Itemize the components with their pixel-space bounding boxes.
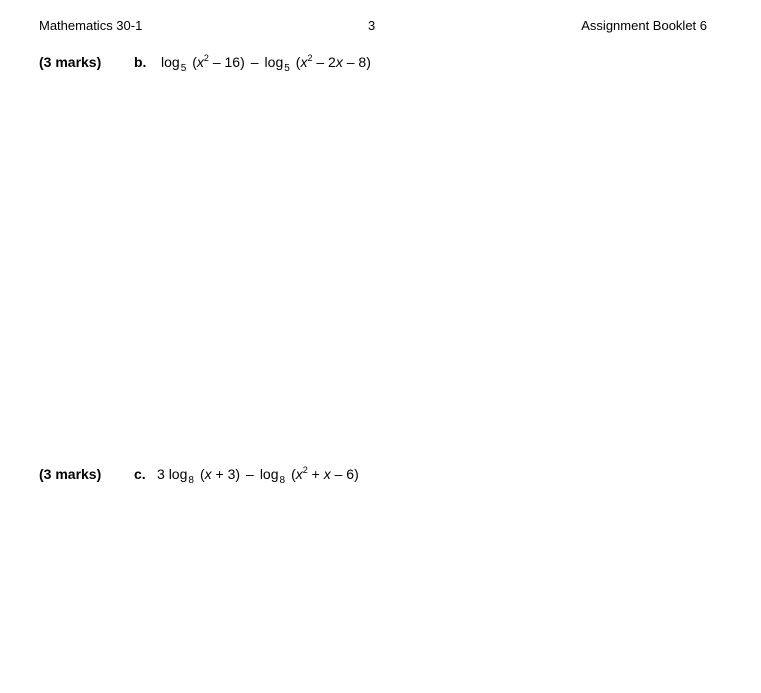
question-c bbox=[0, 464, 761, 484]
expression-part: – 16) bbox=[208, 54, 245, 70]
question-label: c. bbox=[134, 466, 146, 482]
math-expression bbox=[161, 52, 371, 75]
page-number: 3 bbox=[368, 18, 376, 33]
paren-open: ( bbox=[295, 54, 301, 70]
course-title: Mathematics 30-1 bbox=[39, 18, 143, 33]
expression-part: + 3) bbox=[211, 466, 241, 482]
log-base: 5 bbox=[284, 63, 290, 74]
coefficient: 3 bbox=[157, 466, 165, 482]
exponent: 2 bbox=[307, 53, 313, 63]
log-base: 5 bbox=[180, 63, 187, 74]
math-expression bbox=[157, 464, 359, 487]
expression-part: – 6) bbox=[330, 466, 359, 482]
log-function: log bbox=[264, 54, 284, 70]
variable: x bbox=[204, 466, 212, 482]
variable: x bbox=[300, 54, 308, 70]
booklet-title: Assignment Booklet 6 bbox=[581, 18, 707, 33]
paren-open: ( bbox=[192, 54, 197, 70]
question-marks: (3 marks) bbox=[39, 466, 102, 482]
variable: x bbox=[323, 466, 331, 482]
variable: x bbox=[335, 54, 343, 70]
log-function: log bbox=[161, 54, 180, 70]
expression-part: – 2 bbox=[312, 54, 336, 70]
paren-open: ( bbox=[291, 466, 296, 482]
variable: x bbox=[196, 54, 204, 70]
variable: x bbox=[295, 466, 303, 482]
log-function: log bbox=[259, 466, 279, 482]
minus-sign: – bbox=[250, 54, 259, 70]
log-function: log bbox=[168, 466, 188, 482]
exponent: 2 bbox=[302, 465, 308, 475]
paren-open: ( bbox=[199, 466, 205, 482]
minus-sign: – bbox=[246, 466, 254, 482]
expression-part: – 8) bbox=[342, 54, 371, 70]
expression-part: + bbox=[307, 466, 324, 482]
question-b bbox=[0, 52, 761, 72]
question-marks: (3 marks) bbox=[39, 54, 102, 70]
log-base: 8 bbox=[188, 475, 194, 486]
question-label: b. bbox=[134, 54, 147, 70]
log-base: 8 bbox=[279, 475, 286, 486]
exponent: 2 bbox=[203, 53, 209, 63]
